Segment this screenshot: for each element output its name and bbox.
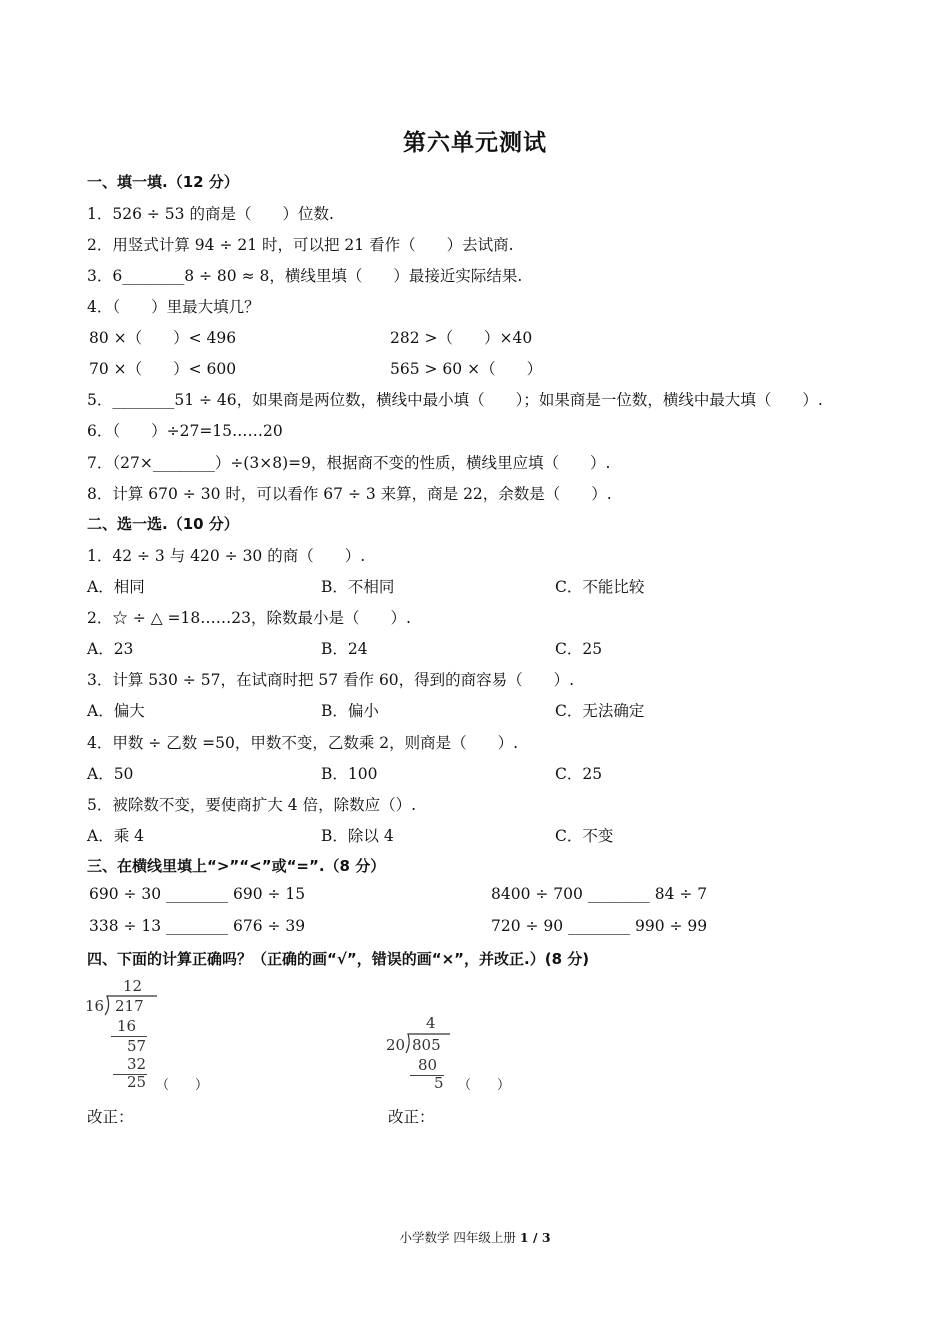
choice-2-option-a: A．23	[87, 640, 134, 658]
fill-question-8: 8．计算 670 ÷ 30 时，可以看作 67 ÷ 3 来算，商是 22，余数是（ ）.	[87, 485, 612, 503]
correction-label-1: 改正：	[87, 1108, 134, 1126]
choice-question-4: 4．甲数 ÷ 乙数 =50，甲数不变，乙数乘 2，则商是（ ）.	[87, 734, 519, 752]
correction-label-2: 改正：	[388, 1108, 435, 1126]
choice-1-option-a: A．相同	[87, 578, 145, 596]
division-1-step-1: 16	[117, 1017, 137, 1035]
page-number: 1 / 3	[519, 1230, 551, 1245]
choice-5-option-a: A．乘 4	[87, 827, 144, 845]
compare-item-d: 720 ÷ 90 ________ 990 ÷ 99	[491, 917, 708, 935]
choice-2-option-c: C．25	[555, 640, 603, 658]
fill-question-4d: 565 > 60 ×（ ）	[390, 360, 543, 378]
choice-3-option-c: C．无法确定	[555, 702, 645, 720]
division-2-step-2: 5	[434, 1074, 444, 1092]
division-2-divisor: 20	[386, 1036, 406, 1054]
choice-4-option-c: C．25	[555, 765, 603, 783]
choice-1-option-b: B．不相同	[321, 578, 395, 596]
section-heading-check: 四、下面的计算正确吗？（正确的画“√”，错误的画“×”，并改正.）(8 分)	[87, 950, 590, 968]
fill-question-4a: 80 ×（ ）< 496	[89, 329, 237, 347]
division-1-step-4: 25	[127, 1073, 147, 1091]
choice-3-option-a: A．偏大	[87, 702, 145, 720]
fill-question-7: 7．（27×________）÷(3×8)=9，根据商不变的性质，横线里应填（ ）.	[87, 454, 611, 472]
page-footer	[0, 1228, 950, 1246]
choice-3-option-b: B．偏小	[321, 702, 379, 720]
fill-question-2: 2．用竖式计算 94 ÷ 21 时，可以把 21 看作（ ）去试商.	[87, 236, 514, 254]
division-1-divisor: 16	[85, 997, 105, 1015]
choice-question-3: 3．计算 530 ÷ 57，在试商时把 57 看作 60，得到的商容易（ ）.	[87, 671, 575, 689]
division-1-step-2: 57	[127, 1037, 147, 1055]
choice-2-option-b: B．24	[321, 640, 368, 658]
choice-4-option-b: B．100	[321, 765, 378, 783]
compare-item-b: 8400 ÷ 700 ________ 84 ÷ 7	[491, 885, 708, 903]
compare-item-a: 690 ÷ 30 ________ 690 ÷ 15	[89, 885, 306, 903]
division-2-answer-paren: （ ）	[458, 1078, 511, 1093]
division-2-dividend: 805	[412, 1036, 441, 1054]
division-1-answer-paren: （ ）	[156, 1078, 209, 1093]
choice-question-5: 5．被除数不变，要使商扩大 4 倍，除数应（）.	[87, 796, 417, 814]
fill-question-3: 3．6________8 ÷ 80 ≈ 8，横线里填（ ）最接近实际结果.	[87, 267, 523, 285]
section-heading-choice: 二、选一选.（10 分）	[87, 515, 239, 533]
fill-question-4: 4．（ ）里最大填几？	[87, 298, 260, 316]
division-2-step-1: 80	[418, 1056, 438, 1074]
compare-item-c: 338 ÷ 13 ________ 676 ÷ 39	[89, 917, 306, 935]
section-heading-compare: 三、在横线里填上“>”“<”或“=”.（8 分）	[87, 857, 386, 875]
division-2-quotient: 4	[426, 1014, 436, 1032]
footer-text: 小学数学 四年级上册	[399, 1230, 520, 1245]
page-title: 第六单元测试	[403, 129, 547, 156]
fill-question-5: 5．________51 ÷ 46，如果商是两位数，横线中最小填（ ）；如果商是一位数，横线中最大填（ ）.	[87, 391, 823, 409]
division-1-quotient: 12	[123, 977, 143, 995]
division-1-step-3: 32	[127, 1055, 147, 1073]
fill-question-6: 6．（ ）÷27=15……20	[87, 422, 283, 440]
division-1-dividend: 217	[115, 997, 144, 1015]
choice-question-1: 1．42 ÷ 3 与 420 ÷ 30 的商（ ）.	[87, 547, 366, 565]
choice-4-option-a: A．50	[87, 765, 134, 783]
choice-1-option-c: C．不能比较	[555, 578, 645, 596]
choice-5-option-c: C．不变	[555, 827, 614, 845]
fill-question-4c: 70 ×（ ）< 600	[89, 360, 237, 378]
fill-question-4b: 282 >（ ）×40	[390, 329, 533, 347]
section-heading-fill: 一、填一填.（12 分）	[87, 173, 239, 191]
fill-question-1: 1．526 ÷ 53 的商是（ ）位数.	[87, 205, 334, 223]
choice-question-2: 2．☆ ÷ △ =18……23，除数最小是（ ）.	[87, 609, 411, 627]
choice-5-option-b: B．除以 4	[321, 827, 394, 845]
